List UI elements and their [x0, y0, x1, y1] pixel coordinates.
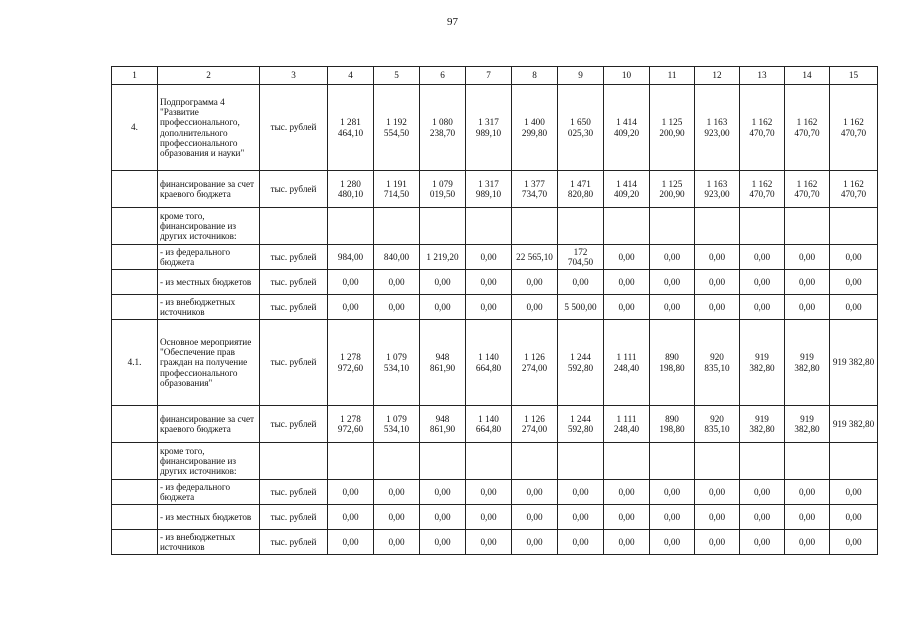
value-cell	[328, 208, 374, 245]
value-cell: 1 163 923,00	[695, 85, 740, 171]
table-row	[112, 443, 878, 480]
value-cell: 0,00	[512, 505, 558, 530]
value-cell: 0,00	[466, 530, 512, 555]
value-cell: 0,00	[558, 530, 604, 555]
value-cell: 0,00	[558, 270, 604, 295]
value-cell: 0,00	[650, 530, 695, 555]
value-cell	[785, 208, 830, 245]
page-number: 97	[447, 16, 458, 28]
value-cell: 0,00	[830, 530, 878, 555]
value-cell: 0,00	[650, 480, 695, 505]
value-cell	[604, 443, 650, 480]
value-cell: 0,00	[650, 245, 695, 270]
value-cell: 0,00	[328, 295, 374, 320]
value-cell: 948 861,90	[420, 320, 466, 406]
value-cell: 0,00	[420, 480, 466, 505]
value-cell	[558, 208, 604, 245]
table-row	[112, 295, 878, 320]
column-header: 9	[558, 67, 604, 85]
row-number	[112, 171, 158, 208]
value-cell: 0,00	[695, 505, 740, 530]
row-unit: тыс. рублей	[260, 171, 328, 208]
value-cell: 0,00	[466, 295, 512, 320]
value-cell: 1 219,20	[420, 245, 466, 270]
value-cell	[695, 443, 740, 480]
table-row	[112, 320, 878, 406]
value-cell: 1 280 480,10	[328, 171, 374, 208]
value-cell: 890 198,80	[650, 320, 695, 406]
row-unit: тыс. рублей	[260, 505, 328, 530]
value-cell: 1 317 989,10	[466, 171, 512, 208]
column-header: 11	[650, 67, 695, 85]
value-cell: 1 140 664,80	[466, 320, 512, 406]
value-cell: 0,00	[785, 245, 830, 270]
value-cell: 1 650 025,30	[558, 85, 604, 171]
row-name: финансирование за счет краевого бюджета	[158, 171, 260, 208]
value-cell	[420, 443, 466, 480]
row-name: - из местных бюджетов	[158, 505, 260, 530]
value-cell: 1 317 989,10	[466, 85, 512, 171]
value-cell: 919 382,80	[785, 320, 830, 406]
value-cell: 0,00	[512, 530, 558, 555]
row-unit: тыс. рублей	[260, 295, 328, 320]
column-header: 1	[112, 67, 158, 85]
value-cell	[695, 208, 740, 245]
value-cell: 0,00	[374, 480, 420, 505]
row-unit: тыс. рублей	[260, 85, 328, 171]
value-cell: 172 704,50	[558, 245, 604, 270]
value-cell: 1 079 019,50	[420, 171, 466, 208]
value-cell: 0,00	[512, 270, 558, 295]
row-number	[112, 406, 158, 443]
table-row	[112, 270, 878, 295]
table-row	[112, 208, 878, 245]
value-cell	[740, 208, 785, 245]
value-cell: 984,00	[328, 245, 374, 270]
column-header: 4	[328, 67, 374, 85]
column-header: 13	[740, 67, 785, 85]
row-number	[112, 443, 158, 480]
value-cell: 1 414 409,20	[604, 85, 650, 171]
value-cell: 1 162 470,70	[830, 85, 878, 171]
value-cell	[512, 208, 558, 245]
row-number	[112, 530, 158, 555]
row-number	[112, 295, 158, 320]
value-cell: 0,00	[374, 270, 420, 295]
value-cell: 1 192 554,50	[374, 85, 420, 171]
value-cell: 1 140 664,80	[466, 406, 512, 443]
row-unit: тыс. рублей	[260, 530, 328, 555]
value-cell: 890 198,80	[650, 406, 695, 443]
table-header-row	[112, 67, 878, 85]
value-cell: 0,00	[740, 530, 785, 555]
value-cell	[604, 208, 650, 245]
value-cell: 1 126 274,00	[512, 320, 558, 406]
value-cell: 0,00	[512, 480, 558, 505]
value-cell	[830, 208, 878, 245]
value-cell: 0,00	[785, 530, 830, 555]
value-cell	[466, 443, 512, 480]
value-cell: 1 281 464,10	[328, 85, 374, 171]
value-cell: 0,00	[785, 480, 830, 505]
table-row	[112, 530, 878, 555]
value-cell: 0,00	[604, 530, 650, 555]
value-cell: 1 162 470,70	[740, 171, 785, 208]
budget-table	[111, 66, 878, 555]
value-cell	[512, 443, 558, 480]
table-row	[112, 85, 878, 171]
value-cell: 0,00	[830, 245, 878, 270]
value-cell: 0,00	[830, 295, 878, 320]
value-cell: 0,00	[740, 270, 785, 295]
value-cell: 0,00	[604, 245, 650, 270]
row-name: Основное мероприятие "Обеспечение прав граждан на получение профессионального образования"	[158, 320, 260, 406]
table-row	[112, 406, 878, 443]
value-cell: 0,00	[740, 505, 785, 530]
value-cell: 0,00	[374, 505, 420, 530]
value-cell: 0,00	[558, 480, 604, 505]
row-unit: тыс. рублей	[260, 406, 328, 443]
value-cell: 1 079 534,10	[374, 320, 420, 406]
value-cell: 1 125 200,90	[650, 85, 695, 171]
column-header: 10	[604, 67, 650, 85]
value-cell: 0,00	[695, 245, 740, 270]
row-name: - из федерального бюджета	[158, 245, 260, 270]
column-header: 12	[695, 67, 740, 85]
value-cell: 0,00	[328, 505, 374, 530]
value-cell: 5 500,00	[558, 295, 604, 320]
value-cell: 1 278 972,60	[328, 320, 374, 406]
value-cell: 1 163 923,00	[695, 171, 740, 208]
row-unit: тыс. рублей	[260, 245, 328, 270]
value-cell: 0,00	[604, 295, 650, 320]
value-cell: 0,00	[328, 270, 374, 295]
value-cell	[558, 443, 604, 480]
value-cell: 920 835,10	[695, 406, 740, 443]
value-cell: 1 162 470,70	[830, 171, 878, 208]
value-cell	[785, 443, 830, 480]
value-cell	[466, 208, 512, 245]
row-number	[112, 270, 158, 295]
value-cell: 0,00	[740, 295, 785, 320]
value-cell: 0,00	[466, 505, 512, 530]
value-cell: 0,00	[374, 530, 420, 555]
value-cell: 1 244 592,80	[558, 406, 604, 443]
value-cell: 22 565,10	[512, 245, 558, 270]
value-cell: 1 191 714,50	[374, 171, 420, 208]
row-unit: тыс. рублей	[260, 320, 328, 406]
value-cell: 0,00	[466, 270, 512, 295]
table-row	[112, 245, 878, 270]
value-cell: 0,00	[604, 505, 650, 530]
row-number: 4.1.	[112, 320, 158, 406]
value-cell: 1 079 534,10	[374, 406, 420, 443]
row-name: - из внебюджетных источников	[158, 295, 260, 320]
value-cell: 919 382,80	[740, 320, 785, 406]
value-cell: 0,00	[512, 295, 558, 320]
row-name: - из местных бюджетов	[158, 270, 260, 295]
value-cell: 1 414 409,20	[604, 171, 650, 208]
value-cell: 0,00	[558, 505, 604, 530]
value-cell: 0,00	[466, 245, 512, 270]
value-cell: 0,00	[740, 480, 785, 505]
value-cell: 0,00	[420, 530, 466, 555]
value-cell: 920 835,10	[695, 320, 740, 406]
value-cell: 1 162 470,70	[740, 85, 785, 171]
column-header: 3	[260, 67, 328, 85]
column-header: 5	[374, 67, 420, 85]
value-cell	[830, 443, 878, 480]
row-number	[112, 480, 158, 505]
value-cell	[374, 208, 420, 245]
value-cell: 1 162 470,70	[785, 171, 830, 208]
row-unit: тыс. рублей	[260, 270, 328, 295]
value-cell: 1 471 820,80	[558, 171, 604, 208]
row-number	[112, 208, 158, 245]
row-number: 4.	[112, 85, 158, 171]
value-cell: 0,00	[695, 295, 740, 320]
value-cell: 0,00	[420, 295, 466, 320]
value-cell: 0,00	[466, 480, 512, 505]
value-cell: 1 244 592,80	[558, 320, 604, 406]
value-cell: 1 278 972,60	[328, 406, 374, 443]
value-cell	[650, 443, 695, 480]
table-row	[112, 171, 878, 208]
row-name: кроме того, финансирование из других источников:	[158, 443, 260, 480]
value-cell: 948 861,90	[420, 406, 466, 443]
value-cell: 1 377 734,70	[512, 171, 558, 208]
row-name: финансирование за счет краевого бюджета	[158, 406, 260, 443]
value-cell: 1 125 200,90	[650, 171, 695, 208]
value-cell: 0,00	[328, 530, 374, 555]
value-cell: 0,00	[695, 480, 740, 505]
value-cell: 0,00	[740, 245, 785, 270]
value-cell: 840,00	[374, 245, 420, 270]
column-header: 14	[785, 67, 830, 85]
column-header: 15	[830, 67, 878, 85]
value-cell	[740, 443, 785, 480]
value-cell: 0,00	[650, 505, 695, 530]
value-cell: 1 400 299,80	[512, 85, 558, 171]
value-cell	[650, 208, 695, 245]
value-cell: 919 382,80	[830, 320, 878, 406]
value-cell	[374, 443, 420, 480]
row-unit	[260, 208, 328, 245]
value-cell: 0,00	[604, 270, 650, 295]
value-cell: 919 382,80	[785, 406, 830, 443]
value-cell: 919 382,80	[830, 406, 878, 443]
value-cell: 1 111 248,40	[604, 320, 650, 406]
value-cell: 0,00	[374, 295, 420, 320]
row-name: - из федерального бюджета	[158, 480, 260, 505]
column-header: 7	[466, 67, 512, 85]
value-cell: 0,00	[604, 480, 650, 505]
value-cell: 0,00	[830, 480, 878, 505]
row-name: кроме того, финансирование из других источников:	[158, 208, 260, 245]
row-unit	[260, 443, 328, 480]
column-header: 8	[512, 67, 558, 85]
value-cell: 0,00	[650, 270, 695, 295]
value-cell: 919 382,80	[740, 406, 785, 443]
value-cell: 1 126 274,00	[512, 406, 558, 443]
row-name: - из внебюджетных источников	[158, 530, 260, 555]
row-name: Подпрограмма 4 "Развитие профессионального, дополнительного профессионального образования и науки"	[158, 85, 260, 171]
row-number	[112, 505, 158, 530]
row-unit: тыс. рублей	[260, 480, 328, 505]
value-cell: 0,00	[785, 295, 830, 320]
value-cell: 0,00	[695, 530, 740, 555]
value-cell: 1 162 470,70	[785, 85, 830, 171]
column-header: 2	[158, 67, 260, 85]
value-cell: 0,00	[785, 505, 830, 530]
value-cell: 0,00	[420, 505, 466, 530]
value-cell	[328, 443, 374, 480]
value-cell: 0,00	[328, 480, 374, 505]
value-cell: 0,00	[830, 505, 878, 530]
row-number	[112, 245, 158, 270]
value-cell: 0,00	[695, 270, 740, 295]
value-cell: 0,00	[650, 295, 695, 320]
column-header: 6	[420, 67, 466, 85]
value-cell: 1 080 238,70	[420, 85, 466, 171]
value-cell	[420, 208, 466, 245]
value-cell: 0,00	[830, 270, 878, 295]
value-cell: 0,00	[420, 270, 466, 295]
table-row	[112, 505, 878, 530]
value-cell: 0,00	[785, 270, 830, 295]
value-cell: 1 111 248,40	[604, 406, 650, 443]
table-row	[112, 480, 878, 505]
